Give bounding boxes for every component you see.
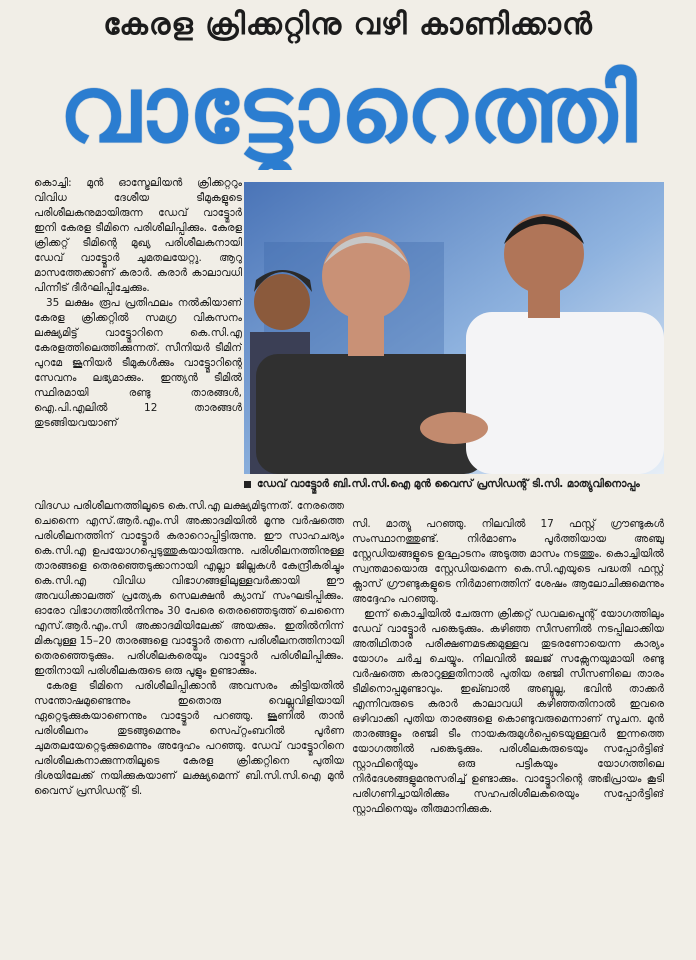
caption-text: ഡേവ് വാട്ട്മോർ ബി.സി.സി.ഐ മുൻ വൈസ് പ്രസിഡന്റ് ടി.സി. മാത്യുവിനൊപ്പം <box>257 478 640 490</box>
paragraph: ഇന്ന് കൊച്ചിയിൽ ചേരുന്ന ക്രിക്കറ്റ് ഡവലപ്മെന്റ് യോഗത്തിലും ഡേവ് വാട്ട്മോർ പങ്കെടുക്കും. കഴിഞ്ഞ സീസണിൽ നടപ്പിലാക്കിയ അതിഥിതാര പരീക്ഷണമടക്കമുള്ളവ തുടരണോയെന്ന കാര്യം യോഗം ചർച്ച ചെയ്യും. നിലവിൽ ജലജ് സക്സേനയുമായി രണ്ടു വർഷത്തെ കരാറുള്ളതിനാൽ പുതിയ രഞ്ജി സീസണിലെ താരം ടീമിനൊപ്പമുണ്ടാവും. ഇഖ്ബാൽ അബ്ദുല്ല, ഭവിൻ താക്കർ എന്നിവരുടെ കരാർ കാലാവധി കഴിഞ്ഞതിനാൽ ഇവരെ ഒഴിവാക്കി പുതിയ താരങ്ങളെ കൊണ്ടുവരുമെന്നാണ് സൂചന. മുൻ താരങ്ങളും രഞ്ജി ടീം നായകരുമുൾപ്പെടെയുള്ളവർ ഇന്നത്തെ യോഗത്തിൽ പങ്കെടുക്കും. പരിശീലകരുടെയും സപ്പോർട്ടിങ് സ്റ്റാഫിന്റെയും ഒരു പട്ടികയും യോഗത്തിലെ നിർദേശങ്ങളുമനുസരിച്ച് ഉണ്ടാക്കും. വാട്ട്മോറിന്റെ അഭിപ്രായം കൂടി പരിഗണിച്ചായിരിക്കും സഹപരിശീലകരെയും സപ്പോർട്ടിങ് സ്റ്റാഫിനെയും തീരുമാനിക്കുക. <box>352 608 664 815</box>
adjacent-column-edge <box>676 12 690 132</box>
body-column-2 <box>352 517 664 949</box>
handshake <box>420 412 488 444</box>
main-headline: വാട്ട്മോറെത്തി <box>59 56 639 163</box>
paragraph: കൊച്ചി: മുൻ ഓസ്ട്രേലിയൻ ക്രിക്കറ്ററും വിവിധ ദേശീയ ടീമുകളുടെ പരിശീലകനുമായിരുന്ന ഡേവ് വാട്ട്മോർ ഇനി കേരള ടീമിനെ പരിശീലിപ്പിക്കും. കേരള ക്രിക്കറ്റ് ടീമിന്റെ മുഖ്യ പരിശീലകനായി ഡേവ് വാട്ട്മോർ ചുമതലയേറ്റു. ആറു മാസത്തേക്കാണ് കരാർ. കരാർ കാലാവധി പിന്നീട് ദീർഘിപ്പിച്ചേക്കും. <box>34 177 242 294</box>
photo-illustration <box>244 182 664 474</box>
kicker-headline: കേരള ക്രിക്കറ്റിനു വഴി കാണിക്കാൻ <box>103 7 593 42</box>
body-column-1-top <box>34 176 242 498</box>
paragraph: 35 ലക്ഷം രൂപ പ്രതിഫലം നൽകിയാണ് കേരള ക്രിക്കറ്റിൽ സമഗ്ര വികസനം ലക്ഷ്യമിട്ട് വാട്ട്മോറിനെ കെ.സി.എ കേരളത്തിലെത്തിക്കുന്നത്. സീനിയർ ടീമിന് പുറമേ ജൂനിയർ ടീമുകൾക്കും വാട്ട്മോറിന്റെ സേവനം ലഭ്യമാക്കും. ഇന്ത്യൻ ടീമിൽ സ്ഥിരമായി രണ്ടു താരങ്ങൾ, ഐ.പി.എലിൽ 12 താരങ്ങൾ തുടങ്ങിയവയാണ് <box>34 297 242 429</box>
paragraph: വിദഗ്ധ പരിശീലനത്തിലൂടെ കെ.സി.എ ലക്ഷ്യമിടുന്നത്. നേരത്തെ ചെന്നൈ എസ്.ആർ.എം.സി അക്കാദമിയിൽ മൂന്നു വർഷത്തെ പരിശീലനത്തിന് വാട്ട്മോർ കരാറൊപ്പിട്ടിരുന്നു. ഈ സാഹചര്യം കെ.സി.എ ഉപയോഗപ്പെടുത്തുകയായിരുന്നു. പരിശീലനത്തിനുള്ള താരങ്ങളെ തെരഞ്ഞെടുക്കാനായി എല്ലാ ജില്ലകൾ കേന്ദ്രീകരിച്ചും കെ.സി.എ വിവിധ വിഭാഗങ്ങളിലുള്ളവർക്കായി ഈ അവധിക്കാലത്ത് പ്രത്യേക സെലക്ഷൻ ക്യാമ്പ് സംഘടിപ്പിക്കും. ഓരോ വിഭാഗത്തിൽനിന്നും 30 പേരെ തെരഞ്ഞെടുത്ത് ചെന്നൈ എസ്.ആർ.എം.സി അക്കാദമിയിലേക്ക് അയക്കും. ഇതിൽനിന്ന് മികവുള്ള 15–20 താരങ്ങളെ വാട്ട്മോർ തന്നെ പരിശീലനത്തിനായി തെരഞ്ഞെടുക്കും. പരിശീലകരെയും വാട്ട്മോർ പരിശീലിപ്പിക്കും. ഇതിനായി പരിശീലകരുടെ ഒരു പൂളും ഉണ്ടാക്കും. <box>34 500 344 677</box>
body-column-1-bottom <box>34 499 344 949</box>
caption-bullet-icon <box>244 481 251 488</box>
paragraph: സി. മാത്യു പറഞ്ഞു. നിലവിൽ 17 ഫസ്റ്റ് ഗ്രൗണ്ടുകൾ സംസ്ഥാനത്തുണ്ട്. നിർമാണം പൂർത്തിയായ അഞ്ചു സ്റ്റേഡിയങ്ങളുടെ ഉദ്ഘാടനം അടുത്ത മാസം നടത്തും. കൊച്ചിയിൽ സ്വന്തമായൊരു സ്റ്റേഡിയമെന്ന കെ.സി.എയുടെ പദ്ധതി ഫസ്റ്റ് ക്ലാസ് ഗ്രൗണ്ടുകളുടെ നിർമാണത്തിന് ശേഷം ആലോചിക്കുമെന്നും അദ്ദേഹം പറഞ്ഞു. <box>352 518 664 605</box>
news-photo <box>244 182 664 474</box>
paragraph: കേരള ടീമിനെ പരിശീലിപ്പിക്കാൻ അവസരം കിട്ടിയതിൽ സന്തോഷമുണ്ടെന്നും ഇതൊരു വെല്ലുവിളിയായി ഏറ്റെടുക്കുകയാണെന്നും വാട്ട്മോർ പറഞ്ഞു. ജൂണിൽ താൻ പരിശീലനം തുടങ്ങുമെന്നും സെപ്റ്റംബറിൽ പൂർണ ചുമതലയേറ്റെടുക്കുമെന്നും അദ്ദേഹം പറഞ്ഞു. ഡേവ് വാട്ട്മോറിനെ പരിശീലകനാക്കുന്നതിലൂടെ കേരള ക്രിക്കറ്റിനെ പുതിയ ദിശയിലേക്ക് നയിക്കുകയാണ് ലക്ഷ്യമെന്ന് ബി.സി.സി.ഐ മുൻ വൈസ് പ്രസിഡന്റ് ടി. <box>34 680 344 797</box>
